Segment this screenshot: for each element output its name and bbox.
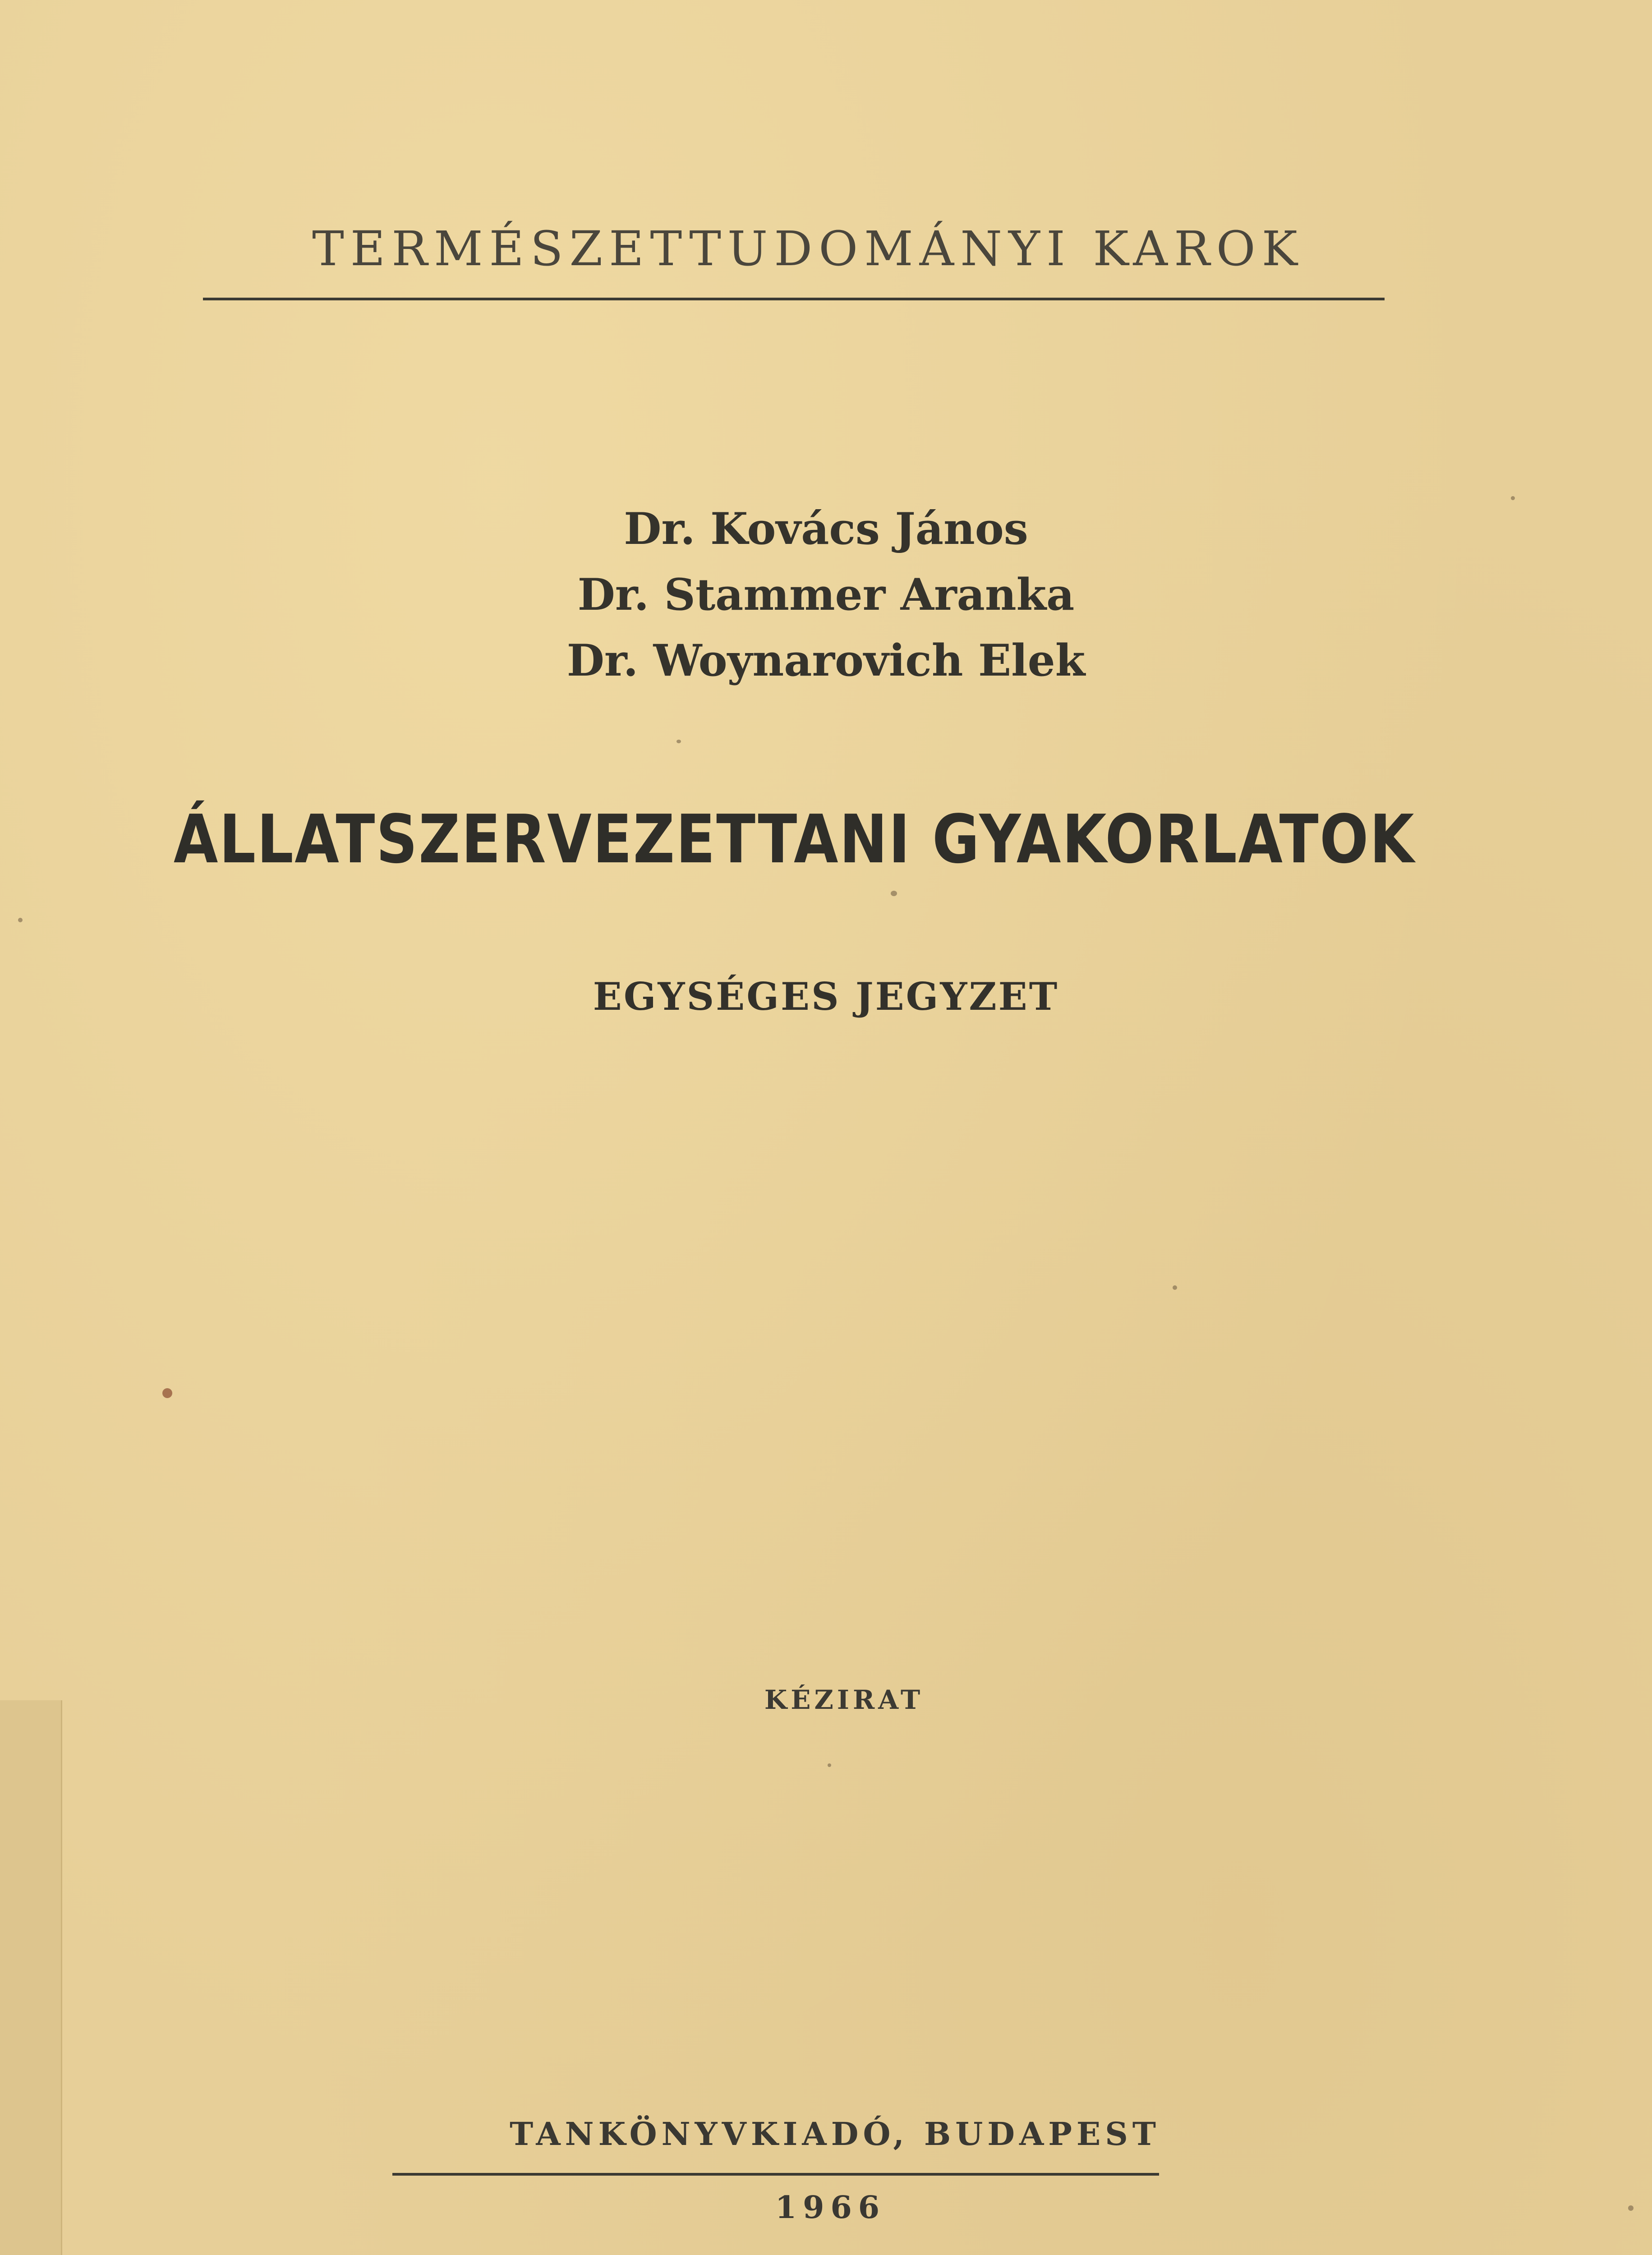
top-rule [203,298,1385,300]
paper-speck [162,1388,172,1398]
publication-year: 1966 [775,2190,886,2226]
author-3: Dr. Woynarovich Elek [566,635,1086,686]
paper-speck [1173,1285,1177,1290]
spine-strip [0,1700,62,2255]
paper-speck [891,891,897,896]
manuscript-label: KÉZIRAT [764,1684,924,1715]
publisher: TANKÖNYVKIADÓ, BUDAPEST [510,2115,1160,2153]
paper-speck [676,740,681,743]
faculty-heading: TERMÉSZETTUDOMÁNYI KAROK [312,221,1304,276]
author-2: Dr. Stammer Aranka [577,569,1075,620]
paper-speck [828,1763,831,1767]
author-list [0,496,1652,694]
bottom-rule [392,2173,1159,2176]
book-title: ÁLLATSZERVEZETTANI GYAKORLATOK [173,801,1416,878]
author-1: Dr. Kovács János [624,503,1028,554]
paper-speck [18,918,23,922]
book-subtitle: EGYSÉGES JEGYZET [593,974,1059,1019]
